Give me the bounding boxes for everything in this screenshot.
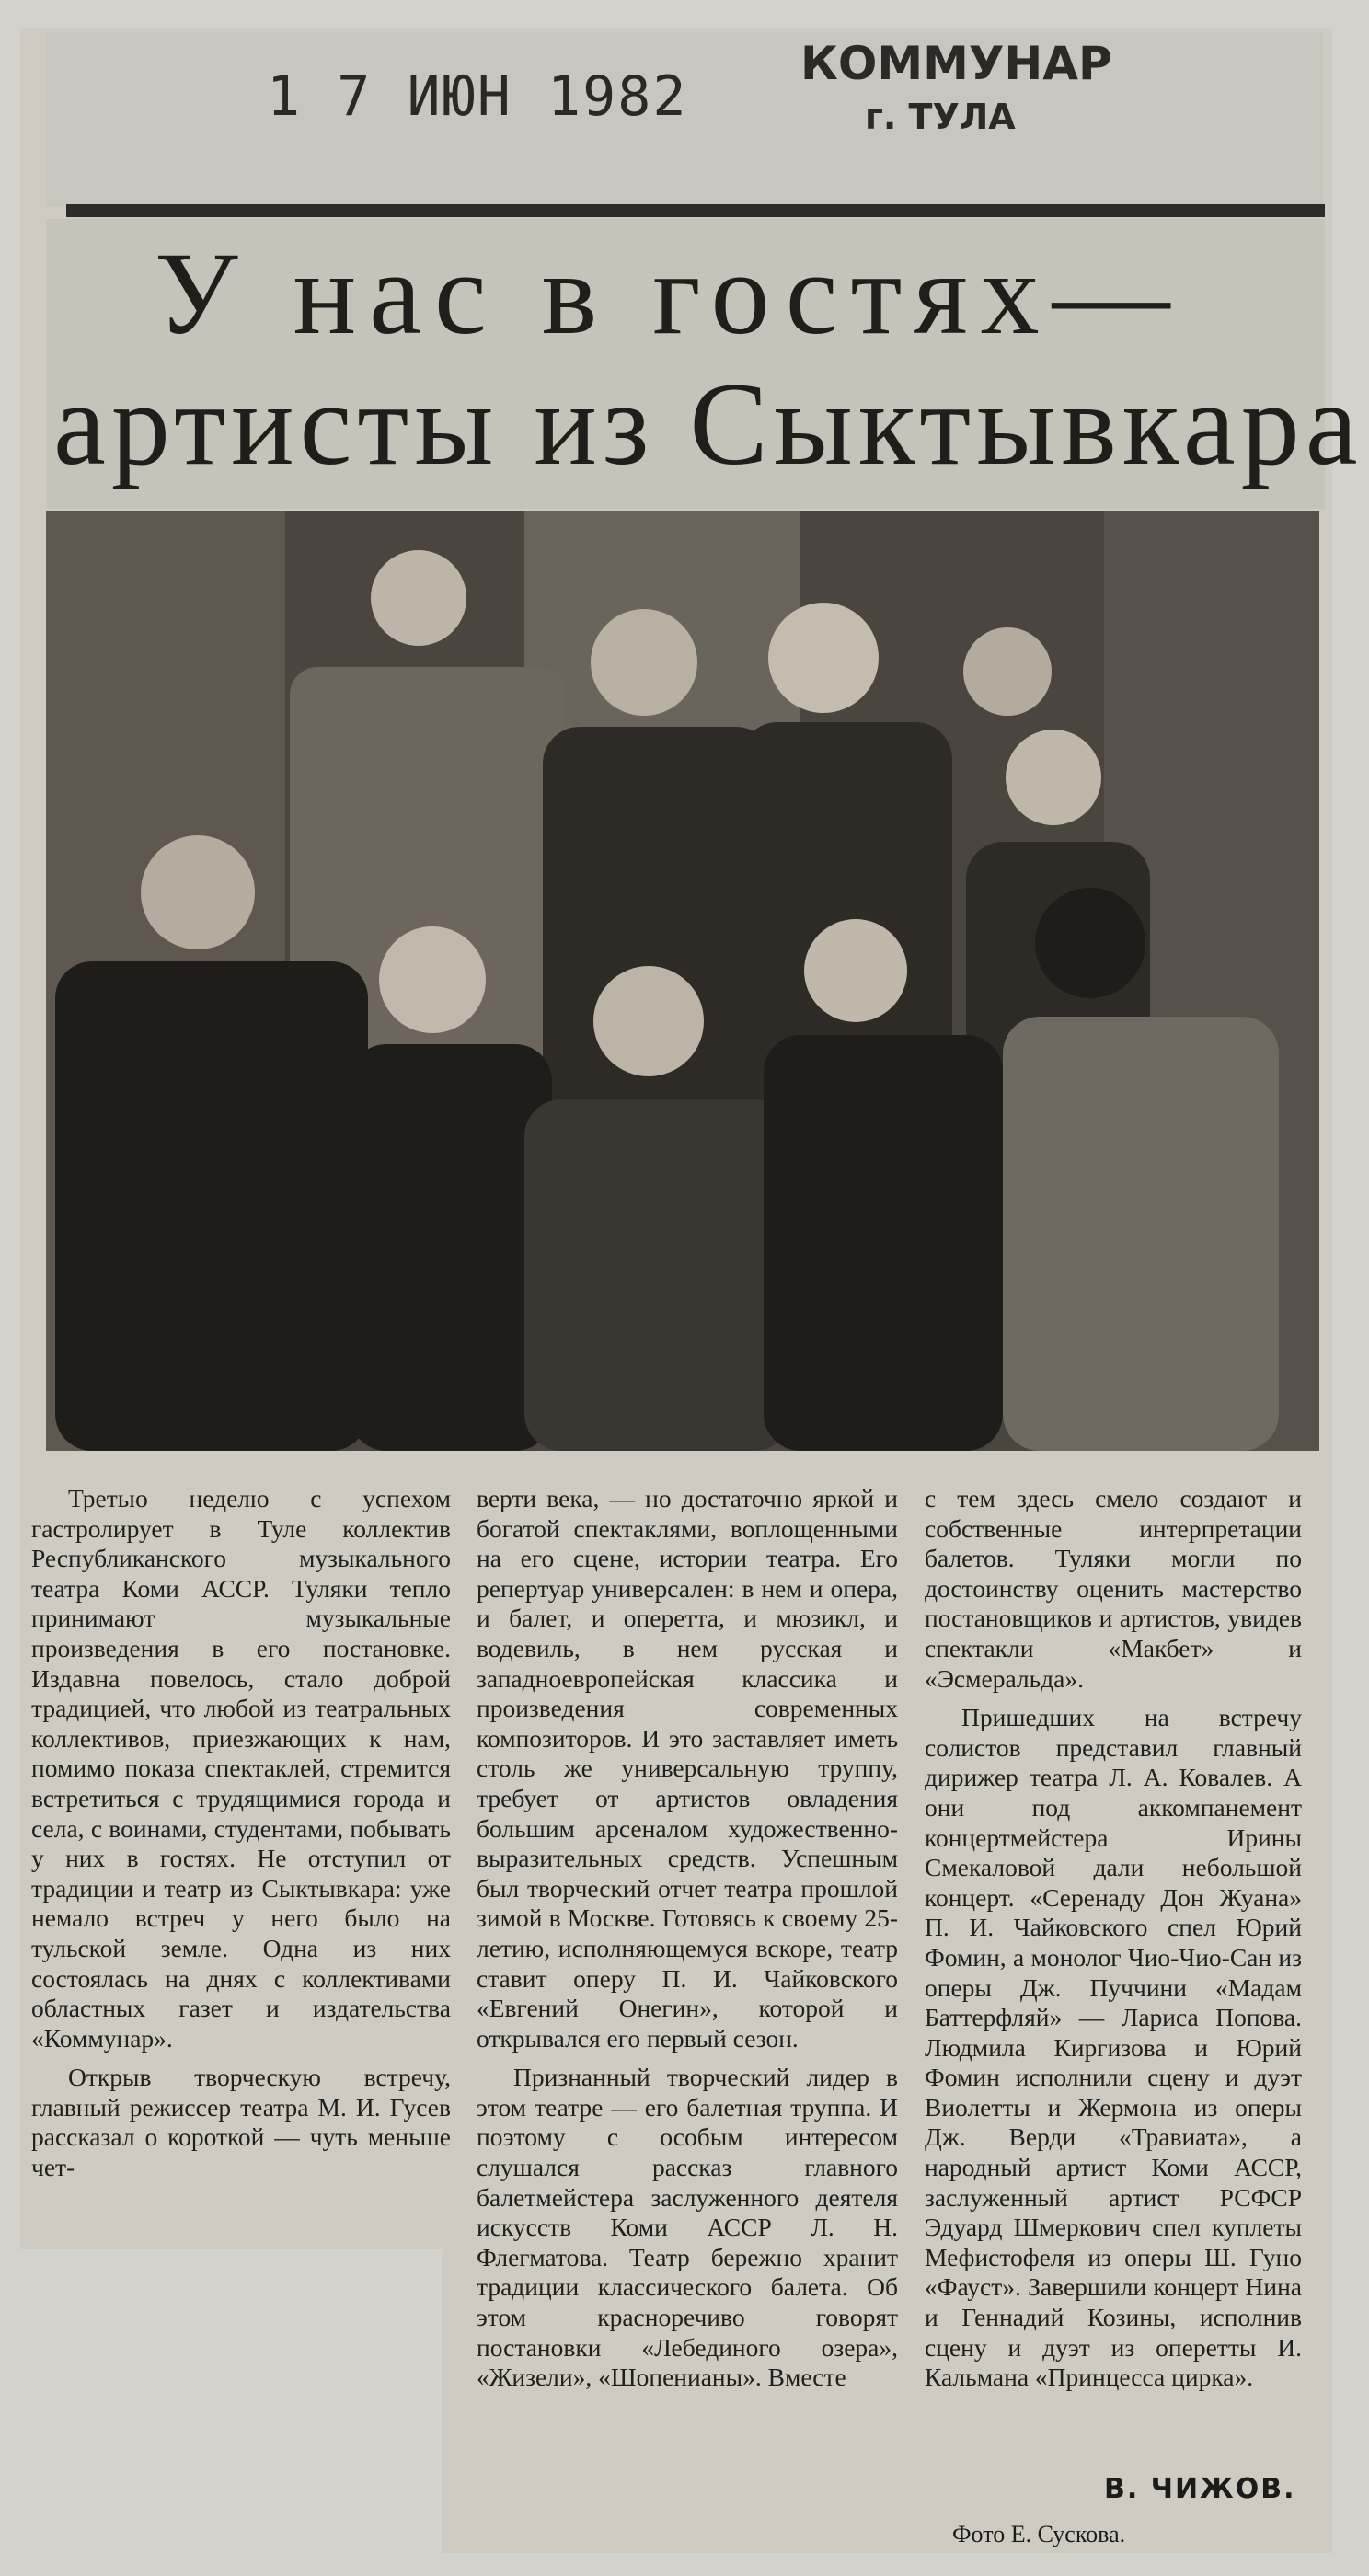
article-column-2 <box>477 1484 898 2393</box>
article-paragraph: с тем здесь смело создают и собственные интерпретации балетов. Туляки могли по достоинству оценить мастерство постановщиков и артистов, увидев спектакли «Макбет» и «Эсмеральда». <box>925 1484 1302 1693</box>
header-rule <box>66 204 1325 217</box>
city-stamp: г. ТУЛА <box>865 97 1016 137</box>
article-paragraph: Третью неделю с успехом гастролирует в Туле коллектив Республиканского музыкального театра Коми АССР. Туляки тепло принимают музыкальные произведения в его постановке. Издавна повелось, стало доброй традицией, что любой из театральных коллективов, приезжающих к нам, помимо показа спектаклей, стремится встретиться с трудящимися города и села, с воинами, студентами, побывать у них в гостях. Не отступил от традиции и театр из Сыктывкара: уже немало встреч у него было на тульской земле. Одна из них состоялась на днях с коллективами областных газет и издательства «Коммунар». <box>31 1484 451 2053</box>
author-signature: В. ЧИЖОВ. <box>1104 2473 1296 2505</box>
article-paragraph: Пришедших на встречу солистов представил главный дирижер театра Л. А. Ковалев. А они под аккомпанемент концертмейстера Ирины Смекаловой дали небольшой концерт. «Серенаду Дон Жуана» П. И. Чайковского спел Юрий Фомин, а монолог Чио-Чио-Сан из оперы Дж. Пуччини «Мадам Баттерфляй» — Лариса Попова. Людмила Киргизова и Юрий Фомин исполнили сцену и дуэт Виолетты и Жермона из оперы Дж. Верди «Травиата», а народный артист Коми АССР, заслуженный артист РСФСР Эдуард Шмеркович спел куплеты Мефистофеля из оперы Ш. Гуно «Фауст». Завершили концерт Нина и Геннадий Козины, исполнив сцену и дуэт из оперетты И. Кальмана «Принцесса цирка». <box>925 1703 1302 2392</box>
clipping-cut-corner <box>20 2249 442 2576</box>
date-stamp: 1 7 ИЮН 1982 <box>267 64 688 129</box>
article-paragraph: верти века, — но достаточно яркой и богатой спектаклями, воплощенными на его сцене, истории театра. Его репертуар универсален: в нем и опера, и балет, и оперетта, и мюзикл, и водевиль, в нем русская и западноевропейская классика и произведения современных композиторов. И это заставляет иметь столь же универсальную труппу, требует от артистов овладения большим арсеналом художественно-выразительных средств. Успешным был творческий отчет театра прошлой зимой в Москве. Готовясь к своему 25-летию, исполняющемуся вскоре, театр ставит оперу П. И. Чайковского «Евгений Онегин», которой и открывался его первый сезон. <box>477 1484 898 2053</box>
photo-credit: Фото Е. Сускова. <box>952 2521 1126 2547</box>
group-photo-illustration <box>46 511 1319 1451</box>
group-photo <box>46 511 1319 1451</box>
headline-line-1: У нас в гостях— <box>155 228 1183 359</box>
article-column-3 <box>925 1484 1302 2393</box>
article-column-1 <box>31 1484 451 2183</box>
article-paragraph: Признанный творческий лидер в этом театре — его балетная труппа. И поэтому с особым интересом слушался рассказ главного балетмейстера заслуженного деятеля искусств Коми АССР Л. Н. Флегматова. Театр бережно хранит традиции классического балета. Об этом красноречиво говорят постановки «Лебединого озера», «Жизели», «Шопенианы». Вместе <box>477 2063 898 2392</box>
headline <box>46 219 1363 509</box>
article-paragraph: Открыв творческую встречу, главный режиссер театра М. И. Гусев рассказал о короткой — чуть меньше чет- <box>31 2063 451 2182</box>
newspaper-name-stamp: КОММУНАР <box>800 37 1112 90</box>
headline-line-2: артисты из Сыктывкара <box>53 359 1363 489</box>
